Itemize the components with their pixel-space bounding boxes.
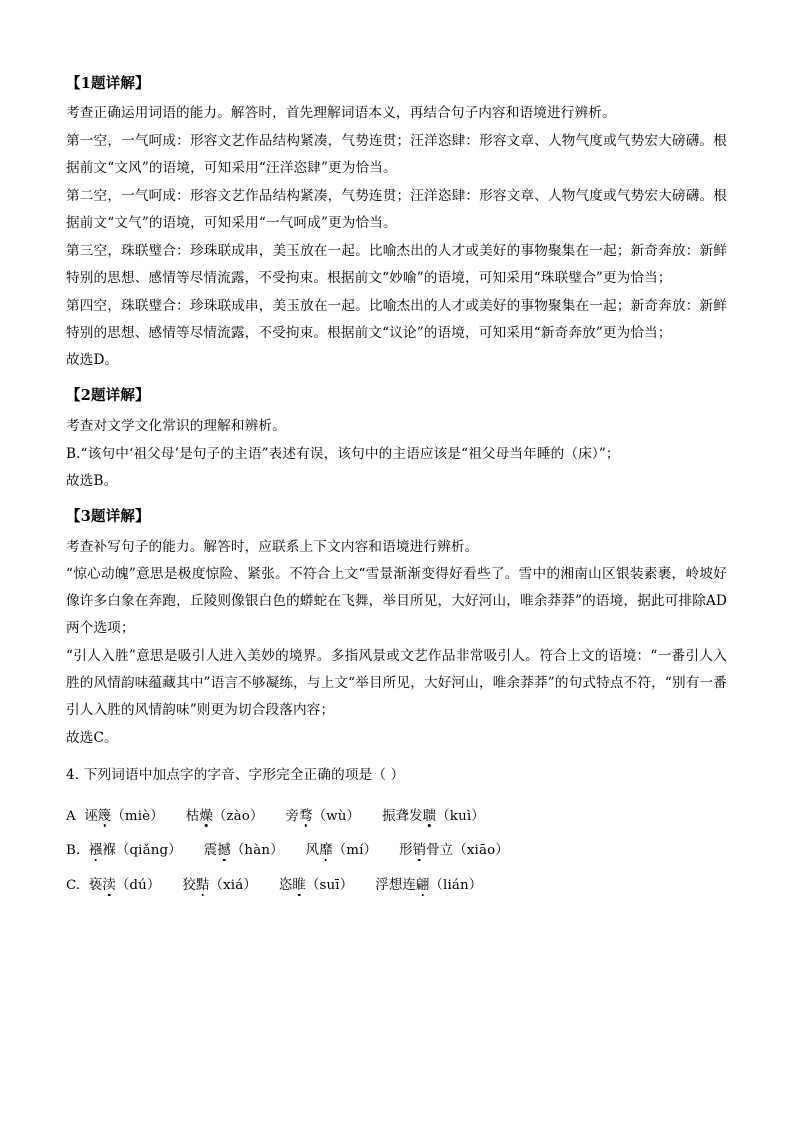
section-2-paragraph-2: B.“该句中‘祖父母’是句子的主语”表述有误，该句中的主语应该是“祖父母当年睡的（床）”；: [66, 445, 620, 462]
dotted-character: 篾: [97, 808, 112, 824]
character: 连: [402, 878, 416, 894]
character: 振: [382, 808, 396, 824]
pinyin: （miè）: [111, 808, 164, 824]
character: 旁: [285, 808, 300, 824]
option-item: [375, 878, 482, 893]
section-1-paragraph-4: 第三空，珠联璧合：珍珠联成串，美玉放在一起。比喻杰出的人才或美好的事物聚集在一起；新奇奔放：新鲜特别的思想、感情等尽情流露，不受拘束。根据前文“妙喻”的语境，可知采用“珠联璧合”更为恰当；: [66, 242, 727, 286]
character: 形: [399, 843, 413, 859]
option-c-label: C.: [66, 878, 81, 894]
character: 骨: [426, 843, 440, 859]
section-1-paragraph-5: 第四空，珠联璧合：珍珠联成串，美玉放在一起。比喻杰出的人才或美好的事物聚集在一起；新奇奔放：新鲜特别的思想、感情等尽情流露，不受拘束。根据前文“议论”的语境，可知采用“新奇奔放”更为恰当；: [66, 297, 727, 341]
dotted-character: 骛: [299, 808, 313, 824]
question-4-option-c[interactable]: [66, 872, 727, 901]
pinyin: （dú）: [115, 878, 161, 894]
dotted-character: 撼: [217, 843, 231, 859]
option-item: [382, 809, 485, 824]
dotted-character: 渎: [102, 878, 116, 894]
character: 枯: [185, 808, 200, 824]
pinyin: （zào）: [212, 808, 264, 824]
dotted-character: 黠: [195, 878, 210, 894]
character: 想: [388, 878, 403, 894]
section-3-paragraph-2: “惊心动魄”意思是极度惊险、紧张。不符合上文“雪景渐渐变得好看些了。雪中的湘南山区银装素裹，岭坡好像许多白象在奔跑，丘陵则像银白色的蟒蛇在飞舞，举目所见，大好河山，唯余莽莽”的语境，据此可排除AD两个选项；: [66, 566, 727, 637]
pinyin: （xiá）: [209, 878, 257, 894]
dotted-character: 睢: [292, 878, 306, 894]
character: 震: [203, 843, 218, 859]
pinyin: （mí）: [332, 843, 378, 859]
section-2-paragraph-1: 考查对文学文化常识的理解和辨析。: [66, 417, 286, 434]
section-1-heading: 【1题详解】: [66, 75, 150, 92]
section-2-heading: 【2题详解】: [66, 387, 150, 405]
option-item: [204, 843, 284, 858]
option-b-content: [89, 843, 531, 858]
dotted-character: 燥: [199, 808, 213, 824]
section-1-paragraph-1: 考查正确运用词语的能力。解答时，首先理解词语本义，再结合句子内容和语境进行辨析。: [66, 105, 616, 122]
section-1-answer: 故选D。: [66, 352, 119, 369]
dotted-character: 襁: [88, 843, 103, 859]
dotted-character: 靡: [319, 843, 333, 859]
dotted-character: 聩: [422, 808, 437, 824]
character: 立: [439, 843, 454, 859]
section-1-paragraph-3: 第二空，一气呵成：形容文艺作品结构紧凑，气势连贯；汪洋恣肆：形容文章、人物气度或气势宏大磅礴。根据前文“文气”的语境，可知采用“一气呵成”更为恰当。: [66, 187, 727, 231]
dotted-character: 销: [412, 843, 427, 859]
section-1: [66, 70, 727, 374]
pinyin: （suī）: [305, 878, 354, 894]
question-4: [66, 762, 727, 901]
character: 聋: [395, 808, 410, 824]
option-a-content: [84, 809, 507, 824]
option-item: [89, 878, 161, 893]
option-item: [186, 809, 264, 824]
pinyin: （hàn）: [230, 843, 284, 859]
option-item: [286, 809, 361, 824]
option-item: [279, 878, 353, 893]
section-3-paragraph-3: “引人入胜”意思是吸引人进入美妙的境界。多指风景或文艺作品非常吸引人。符合上文的语境：“一番引人入胜的风情韵味蕴藏其中”语言不够凝练，与上文“举目所见，大好河山，唯余莽莽”的句式特点不符，“别有一番引人入胜的风情韵味”则更为切合段落内容；: [66, 648, 727, 719]
option-item: [89, 843, 182, 858]
character: 褓: [102, 843, 116, 859]
option-b-label: B.: [66, 843, 81, 859]
option-item: [306, 843, 377, 858]
pinyin: （wù）: [312, 808, 361, 824]
option-item: [182, 878, 256, 893]
pinyin: （kuì）: [436, 808, 485, 824]
character: 浮: [375, 878, 389, 894]
question-4-option-b[interactable]: [66, 837, 727, 866]
section-3-answer: 故选C。: [66, 729, 118, 746]
section-3-heading: 【3题详解】: [66, 508, 150, 526]
option-c-content: [89, 878, 505, 893]
pinyin: （xiāo）: [453, 843, 509, 859]
character: 狡: [182, 878, 196, 894]
character: 恣: [278, 878, 293, 894]
pinyin: （qiǎng）: [115, 843, 182, 859]
option-item: [84, 809, 164, 824]
dotted-character: 翩: [415, 878, 430, 894]
section-2-answer: 故选B。: [66, 473, 118, 490]
character: 发: [409, 808, 423, 824]
character: 风: [305, 843, 320, 859]
character: 诬: [84, 808, 98, 824]
question-4-option-a[interactable]: [66, 803, 727, 832]
section-2: [66, 382, 727, 495]
section-3: [66, 503, 727, 752]
character: 亵: [88, 878, 103, 894]
section-3-paragraph-1: 考查补写句子的能力。解答时，应联系上下文内容和语境进行辨析。: [66, 538, 479, 555]
option-a-label: A: [66, 808, 76, 824]
pinyin: （lián）: [429, 878, 483, 894]
question-4-stem: 4. 下列词语中加点字的字音、字形完全正确的项是（ ）: [66, 766, 405, 783]
section-1-paragraph-2: 第一空，一气呵成：形容文艺作品结构紧凑，气势连贯；汪洋恣肆：形容文章、人物气度或气势宏大磅礴。根据前文“文风”的语境，可知采用“汪洋恣肆”更为恰当。: [66, 133, 727, 177]
option-item: [399, 843, 509, 858]
